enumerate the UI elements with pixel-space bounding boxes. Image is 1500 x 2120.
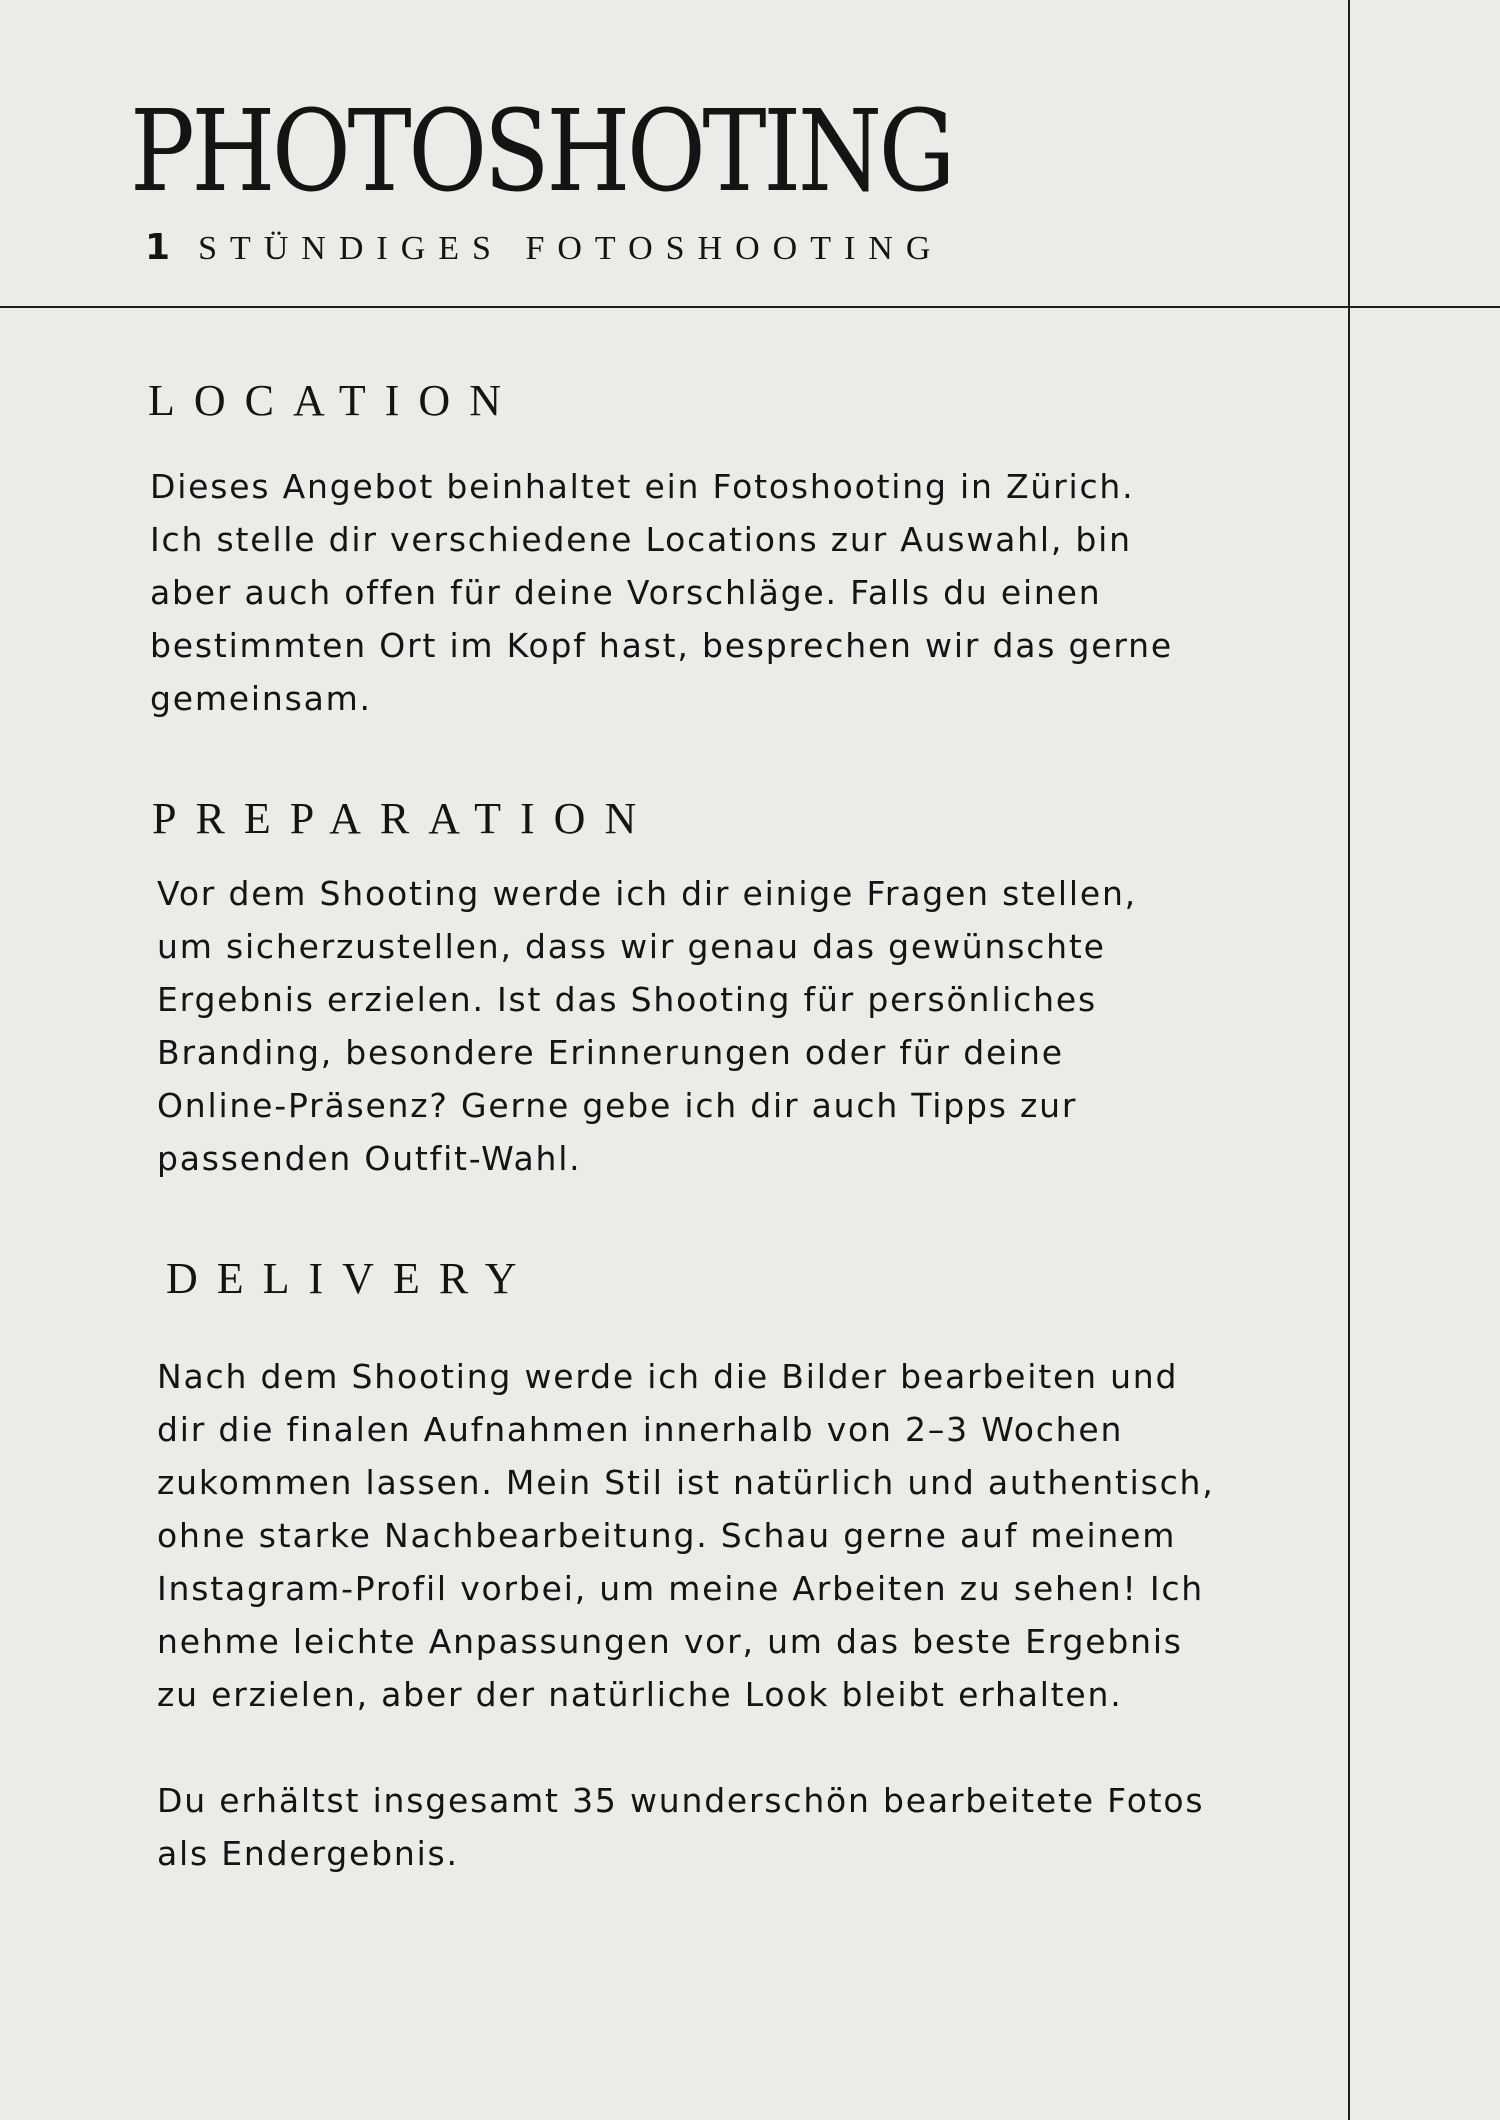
location-text: Dieses Angebot beinhaltet ein Fotoshooting in Zürich. Ich stelle dir verschiedene Locations zur Auswahl, bin aber auch offen für deine Vorschläge. Falls du einen bestimmten Ort im Kopf hast, besprechen wir das gerne gemeinsam. [150, 467, 1173, 718]
delivery-result-text: Du erhältst insgesamt 35 wunderschön bearbeitete Fotos als Endergebnis. [157, 1781, 1205, 1873]
subtitle-text: STÜNDIGES FOTOSHOOTING [198, 230, 944, 267]
delivery-heading: DELIVERY [166, 1254, 536, 1303]
horizontal-divider [0, 306, 1500, 308]
vertical-divider [1348, 0, 1350, 2120]
subtitle-number: 1 [145, 227, 171, 268]
preparation-heading: PREPARATION [152, 794, 656, 843]
page-subtitle [145, 226, 943, 271]
delivery-text: Nach dem Shooting werde ich die Bilder bearbeiten und dir die finalen Aufnahmen innerhalb von 2–3 Wochen zukommen lassen. Mein Stil ist natürlich und authentisch, ohne starke Nachbearbeitung. Schau gerne auf meinem Instagram-Profil vorbei, um meine Arbeiten zu sehen! Ich nehme leichte Anpassungen vor, um das beste Ergebnis zu erzielen, aber der natürliche Look bleibt erhalten. [157, 1357, 1215, 1714]
location-heading: LOCATION [148, 376, 520, 425]
page-title: PHOTOSHOTING [130, 87, 953, 217]
preparation-text: Vor dem Shooting werde ich dir einige Fragen stellen, um sicherzustellen, dass wir genau das gewünschte Ergebnis erzielen. Ist das Shooting für persönliches Branding, besondere Erinnerungen oder für deine Online-Präsenz? Gerne gebe ich dir auch Tipps zur passenden Outfit-Wahl. [157, 874, 1137, 1178]
